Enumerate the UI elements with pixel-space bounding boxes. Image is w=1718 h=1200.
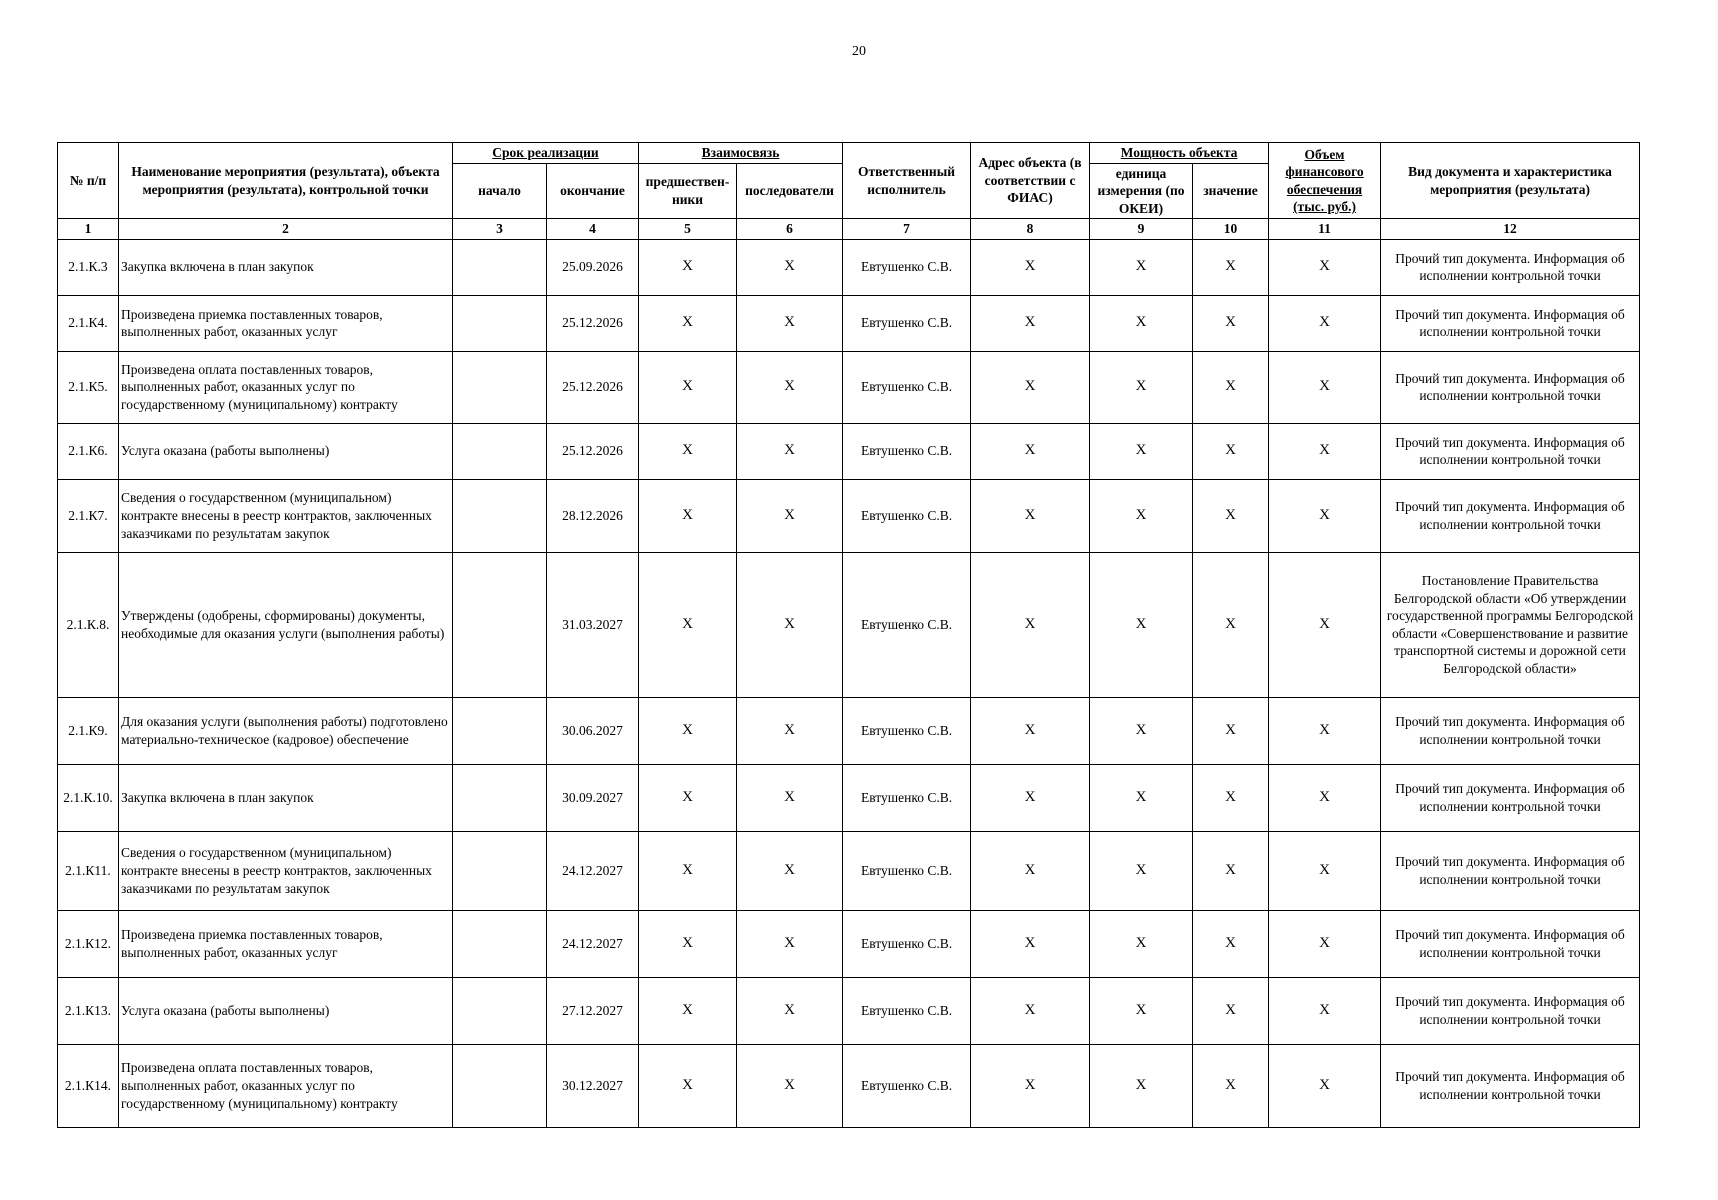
row-id: 2.1.К13. — [58, 977, 119, 1044]
row-name: Сведения о государственном (муниципальном) контракте внесены в реестр контрактов, заключенных заказчиками по результатам закупок — [119, 479, 453, 552]
row-name: Утверждены (одобрены, сформированы) документы, необходимые для оказания услуги (выполнения работы) — [119, 552, 453, 697]
row-name: Произведена приемка поставленных товаров, выполненных работ, оказанных услуг — [119, 295, 453, 351]
row-successors: X — [737, 552, 843, 697]
row-id: 2.1.К5. — [58, 351, 119, 423]
row-doc-type: Прочий тип документа. Информация об исполнении контрольной точки — [1381, 423, 1640, 479]
column-number: 4 — [547, 219, 639, 240]
row-name: Для оказания услуги (выполнения работы) подготовлено материально-техническое (кадровое) обеспечение — [119, 697, 453, 764]
table-row — [58, 764, 1640, 831]
row-id: 2.1.К6. — [58, 423, 119, 479]
row-responsible: Евтушенко С.В. — [843, 295, 971, 351]
row-finance: X — [1269, 479, 1381, 552]
row-start — [453, 910, 547, 977]
row-finance: X — [1269, 423, 1381, 479]
row-unit: X — [1090, 697, 1193, 764]
table-row — [58, 552, 1640, 697]
row-unit: X — [1090, 764, 1193, 831]
header-name: Наименование мероприятия (результата), объекта мероприятия (результата), контрольной точки — [119, 143, 453, 219]
column-number: 7 — [843, 219, 971, 240]
row-unit: X — [1090, 910, 1193, 977]
column-number-row — [58, 219, 1640, 240]
row-name: Закупка включена в план закупок — [119, 239, 453, 295]
row-unit: X — [1090, 831, 1193, 910]
row-end: 24.12.2027 — [547, 831, 639, 910]
plan-table — [57, 142, 1640, 1128]
header-unit: единица измерения (по ОКЕИ) — [1090, 163, 1193, 219]
table-body — [58, 239, 1640, 1127]
row-responsible: Евтушенко С.В. — [843, 552, 971, 697]
row-responsible: Евтушенко С.В. — [843, 910, 971, 977]
row-start — [453, 479, 547, 552]
row-responsible: Евтушенко С.В. — [843, 977, 971, 1044]
row-id: 2.1.К.3 — [58, 239, 119, 295]
row-start — [453, 831, 547, 910]
row-value: X — [1193, 552, 1269, 697]
column-number: 3 — [453, 219, 547, 240]
header-period-label: Срок реализации — [492, 145, 599, 160]
row-doc-type: Прочий тип документа. Информация об исполнении контрольной точки — [1381, 351, 1640, 423]
row-successors: X — [737, 764, 843, 831]
header-finance — [1269, 143, 1381, 219]
row-unit: X — [1090, 1044, 1193, 1127]
row-address: X — [971, 295, 1090, 351]
row-responsible: Евтушенко С.В. — [843, 1044, 971, 1127]
row-predecessors: X — [639, 239, 737, 295]
row-value: X — [1193, 977, 1269, 1044]
row-start — [453, 239, 547, 295]
row-finance: X — [1269, 977, 1381, 1044]
table-row — [58, 423, 1640, 479]
row-end: 25.12.2026 — [547, 351, 639, 423]
row-name: Сведения о государственном (муниципальном) контракте внесены в реестр контрактов, заключенных заказчиками по результатам закупок — [119, 831, 453, 910]
table-row — [58, 977, 1640, 1044]
row-id: 2.1.К9. — [58, 697, 119, 764]
page-number: 20 — [852, 44, 866, 59]
row-successors: X — [737, 479, 843, 552]
row-successors: X — [737, 910, 843, 977]
row-address: X — [971, 831, 1090, 910]
row-successors: X — [737, 1044, 843, 1127]
column-number: 9 — [1090, 219, 1193, 240]
row-doc-type: Прочий тип документа. Информация об исполнении контрольной точки — [1381, 977, 1640, 1044]
row-value: X — [1193, 697, 1269, 764]
row-start — [453, 351, 547, 423]
row-doc-type: Прочий тип документа. Информация об исполнении контрольной точки — [1381, 831, 1640, 910]
row-address: X — [971, 239, 1090, 295]
row-end: 31.03.2027 — [547, 552, 639, 697]
row-end: 30.06.2027 — [547, 697, 639, 764]
row-end: 25.09.2026 — [547, 239, 639, 295]
row-predecessors: X — [639, 977, 737, 1044]
row-responsible: Евтушенко С.В. — [843, 697, 971, 764]
row-doc-type: Прочий тип документа. Информация об исполнении контрольной точки — [1381, 910, 1640, 977]
row-finance: X — [1269, 295, 1381, 351]
row-unit: X — [1090, 552, 1193, 697]
row-value: X — [1193, 831, 1269, 910]
row-id: 2.1.К.8. — [58, 552, 119, 697]
header-end: окончание — [547, 163, 639, 219]
row-end: 30.12.2027 — [547, 1044, 639, 1127]
row-address: X — [971, 977, 1090, 1044]
header-start: начало — [453, 163, 547, 219]
row-doc-type: Прочий тип документа. Информация об исполнении контрольной точки — [1381, 764, 1640, 831]
header-period — [453, 143, 639, 164]
row-predecessors: X — [639, 831, 737, 910]
table-row — [58, 910, 1640, 977]
row-end: 24.12.2027 — [547, 910, 639, 977]
row-finance: X — [1269, 1044, 1381, 1127]
row-id: 2.1.К11. — [58, 831, 119, 910]
row-unit: X — [1090, 423, 1193, 479]
row-start — [453, 295, 547, 351]
row-address: X — [971, 552, 1090, 697]
row-id: 2.1.К7. — [58, 479, 119, 552]
row-value: X — [1193, 423, 1269, 479]
row-predecessors: X — [639, 910, 737, 977]
table-row — [58, 351, 1640, 423]
row-id: 2.1.К14. — [58, 1044, 119, 1127]
row-predecessors: X — [639, 1044, 737, 1127]
row-name: Услуга оказана (работы выполнены) — [119, 423, 453, 479]
row-doc-type: Прочий тип документа. Информация об исполнении контрольной точки — [1381, 295, 1640, 351]
row-start — [453, 423, 547, 479]
column-number: 10 — [1193, 219, 1269, 240]
column-number: 6 — [737, 219, 843, 240]
row-value: X — [1193, 910, 1269, 977]
row-end: 25.12.2026 — [547, 423, 639, 479]
row-unit: X — [1090, 295, 1193, 351]
row-finance: X — [1269, 697, 1381, 764]
row-address: X — [971, 910, 1090, 977]
row-successors: X — [737, 977, 843, 1044]
row-predecessors: X — [639, 479, 737, 552]
row-predecessors: X — [639, 295, 737, 351]
row-id: 2.1.К4. — [58, 295, 119, 351]
row-finance: X — [1269, 239, 1381, 295]
row-responsible: Евтушенко С.В. — [843, 831, 971, 910]
row-value: X — [1193, 351, 1269, 423]
row-successors: X — [737, 423, 843, 479]
row-address: X — [971, 697, 1090, 764]
row-end: 30.09.2027 — [547, 764, 639, 831]
row-doc-type: Прочий тип документа. Информация об исполнении контрольной точки — [1381, 697, 1640, 764]
row-name: Произведена оплата поставленных товаров, выполненных работ, оказанных услуг по государственному (муниципальному) контракту — [119, 351, 453, 423]
column-number: 12 — [1381, 219, 1640, 240]
row-value: X — [1193, 239, 1269, 295]
table-header — [58, 143, 1640, 240]
column-number: 8 — [971, 219, 1090, 240]
row-address: X — [971, 479, 1090, 552]
row-doc-type: Прочий тип документа. Информация об исполнении контрольной точки — [1381, 479, 1640, 552]
row-responsible: Евтушенко С.В. — [843, 479, 971, 552]
row-unit: X — [1090, 977, 1193, 1044]
row-successors: X — [737, 295, 843, 351]
row-start — [453, 1044, 547, 1127]
row-finance: X — [1269, 831, 1381, 910]
column-number: 11 — [1269, 219, 1381, 240]
row-finance: X — [1269, 351, 1381, 423]
row-end: 27.12.2027 — [547, 977, 639, 1044]
row-address: X — [971, 351, 1090, 423]
row-responsible: Евтушенко С.В. — [843, 423, 971, 479]
row-unit: X — [1090, 351, 1193, 423]
row-responsible: Евтушенко С.В. — [843, 351, 971, 423]
table-row — [58, 479, 1640, 552]
column-number: 2 — [119, 219, 453, 240]
row-value: X — [1193, 1044, 1269, 1127]
row-doc-type: Прочий тип документа. Информация об исполнении контрольной точки — [1381, 239, 1640, 295]
row-successors: X — [737, 831, 843, 910]
row-finance: X — [1269, 910, 1381, 977]
row-id: 2.1.К12. — [58, 910, 119, 977]
row-end: 28.12.2026 — [547, 479, 639, 552]
row-finance: X — [1269, 764, 1381, 831]
header-value: значение — [1193, 163, 1269, 219]
table-row — [58, 697, 1640, 764]
row-doc-type: Прочий тип документа. Информация об исполнении контрольной точки — [1381, 1044, 1640, 1127]
row-predecessors: X — [639, 552, 737, 697]
header-predecessors: предшествен-ники — [639, 163, 737, 219]
row-name: Услуга оказана (работы выполнены) — [119, 977, 453, 1044]
row-start — [453, 697, 547, 764]
row-end: 25.12.2026 — [547, 295, 639, 351]
column-number: 1 — [58, 219, 119, 240]
header-successors: последователи — [737, 163, 843, 219]
table-row — [58, 239, 1640, 295]
row-doc-type: Постановление Правительства Белгородской области «Об утверждении государственной программы Белгородской области «Совершенствование и развитие транспортной системы и дорожной сети Белгородской области» — [1381, 552, 1640, 697]
row-successors: X — [737, 239, 843, 295]
row-address: X — [971, 423, 1090, 479]
column-number: 5 — [639, 219, 737, 240]
header-relation — [639, 143, 843, 164]
row-name: Произведена приемка поставленных товаров, выполненных работ, оказанных услуг — [119, 910, 453, 977]
row-predecessors: X — [639, 764, 737, 831]
row-start — [453, 764, 547, 831]
row-responsible: Евтушенко С.В. — [843, 764, 971, 831]
header-capacity-label: Мощность объекта — [1120, 145, 1238, 160]
header-doc-type: Вид документа и характеристика мероприятия (результата) — [1381, 143, 1640, 219]
row-id: 2.1.К.10. — [58, 764, 119, 831]
row-start — [453, 977, 547, 1044]
header-responsible: Ответственный исполнитель — [843, 143, 971, 219]
table-row — [58, 831, 1640, 910]
row-predecessors: X — [639, 423, 737, 479]
row-successors: X — [737, 351, 843, 423]
row-predecessors: X — [639, 351, 737, 423]
row-predecessors: X — [639, 697, 737, 764]
row-finance: X — [1269, 552, 1381, 697]
row-value: X — [1193, 764, 1269, 831]
header-address: Адрес объекта (в соответствии с ФИАС) — [971, 143, 1090, 219]
row-name: Закупка включена в план закупок — [119, 764, 453, 831]
table-row — [58, 295, 1640, 351]
row-value: X — [1193, 295, 1269, 351]
header-relation-label: Взаимосвязь — [701, 145, 780, 160]
header-finance-label: Объем финансового обеспечения (тыс. руб.) — [1285, 146, 1364, 215]
row-start — [453, 552, 547, 697]
header-num: № п/п — [58, 143, 119, 219]
header-capacity — [1090, 143, 1269, 164]
row-value: X — [1193, 479, 1269, 552]
row-name: Произведена оплата поставленных товаров, выполненных работ, оказанных услуг по государственному (муниципальному) контракту — [119, 1044, 453, 1127]
row-unit: X — [1090, 479, 1193, 552]
row-address: X — [971, 764, 1090, 831]
row-unit: X — [1090, 239, 1193, 295]
row-successors: X — [737, 697, 843, 764]
row-responsible: Евтушенко С.В. — [843, 239, 971, 295]
row-address: X — [971, 1044, 1090, 1127]
table-row — [58, 1044, 1640, 1127]
